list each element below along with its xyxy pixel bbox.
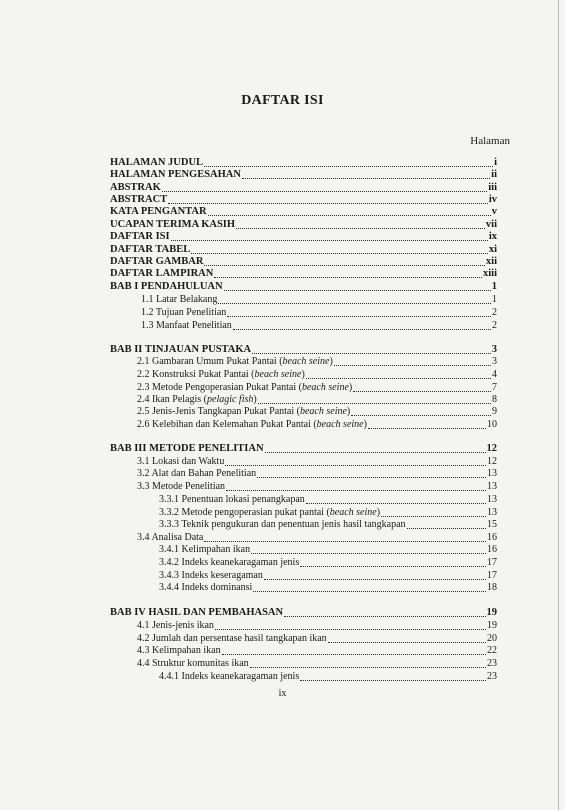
dot-leader <box>381 507 486 517</box>
toc-entry-row <box>137 480 497 493</box>
toc-entry-label: 3.4 Analisa Data <box>137 532 204 543</box>
dot-leader <box>253 582 486 592</box>
toc-page-number: 13 <box>487 507 497 518</box>
dot-leader <box>407 519 486 529</box>
dot-leader <box>218 294 491 304</box>
dot-leader <box>368 419 486 429</box>
dot-leader <box>300 557 486 567</box>
toc-entry-label: 2.6 Kelebihan dan Kelemahan Pukat Pantai (beach seine) <box>137 419 367 430</box>
toc-entry-label: 2.3 Metode Pengoperasian Pukat Pantai (beach seine) <box>137 382 353 393</box>
dot-leader <box>264 570 486 580</box>
toc-entry-label: 3.4.2 Indeks keanekaragaman jenis <box>159 557 300 568</box>
toc-entry-row <box>159 518 497 531</box>
toc-entry-label: DAFTAR GAMBAR <box>110 256 204 267</box>
toc-chapter-row <box>110 230 497 243</box>
toc-entry-label: UCAPAN TERIMA KASIH <box>110 219 236 230</box>
toc-page-number: 22 <box>487 645 497 656</box>
toc-chapter-row <box>110 205 497 218</box>
dot-leader <box>224 281 491 291</box>
toc-entry-row <box>137 619 497 632</box>
toc-entry-label: BAB III METODE PENELITIAN <box>110 443 264 454</box>
toc-entry-label: 1.3 Manfaat Penelitian <box>141 320 232 331</box>
toc-page-number: 23 <box>487 671 497 682</box>
toc-entry-row <box>137 644 497 657</box>
toc-page-number: 9 <box>492 406 497 417</box>
toc-entry-label: KATA PENGANTAR <box>110 206 207 217</box>
toc-page-number: xi <box>488 244 497 255</box>
toc-chapter-row <box>110 267 497 280</box>
dot-leader <box>250 658 486 668</box>
toc-page-number: 23 <box>487 658 497 669</box>
dot-leader <box>351 406 491 416</box>
toc-chapter-row <box>110 280 497 293</box>
dot-leader <box>236 219 485 229</box>
dot-leader <box>171 231 488 241</box>
toc-entry-label: 2.1 Gambaran Umum Pukat Pantai (beach seine) <box>137 356 333 367</box>
page-title: DAFTAR ISI <box>241 93 324 108</box>
toc-page-number: 2 <box>492 320 497 331</box>
dot-leader <box>215 620 486 630</box>
toc-page-number: 3 <box>492 356 497 367</box>
toc-entry-label: BAB IV HASIL DAN PEMBAHASAN <box>110 607 284 618</box>
toc-page-number: 16 <box>487 532 497 543</box>
toc-entry-label: DAFTAR ISI <box>110 231 170 242</box>
toc-page-number: 3 <box>491 344 497 355</box>
dot-leader <box>334 356 491 366</box>
toc-page-number: 19 <box>486 607 497 618</box>
toc-entry-row <box>159 581 497 594</box>
toc-entry-label: 3.1 Lokasi dan Waktu <box>137 456 225 467</box>
dot-leader <box>204 157 493 167</box>
dot-leader <box>204 532 486 542</box>
toc-chapter-row <box>110 168 497 181</box>
dot-leader <box>306 369 491 379</box>
toc-entry-label: HALAMAN PENGESAHAN <box>110 169 241 180</box>
dot-leader <box>265 443 486 453</box>
toc-entry-label: 1.2 Tujuan Penelitian <box>141 307 227 318</box>
toc-page-number: iii <box>488 182 497 193</box>
toc-page-number: 12 <box>486 443 497 454</box>
toc-page-number: 16 <box>487 544 497 555</box>
toc-chapter-row <box>110 442 497 455</box>
toc-page-number: iv <box>488 194 497 205</box>
toc-page-number: xii <box>485 256 497 267</box>
toc-page-number: xiii <box>482 268 497 279</box>
toc-page-number: 2 <box>492 307 497 318</box>
toc-entry-row <box>137 418 497 431</box>
toc-entry-label: 4.4.1 Indeks keanekaragaman jenis <box>159 671 300 682</box>
toc-entry-label: 3.4.4 Indeks dominansi <box>159 582 253 593</box>
toc-entry-label: 4.4 Struktur komunitas ikan <box>137 658 249 669</box>
toc-page-number: i <box>494 157 497 168</box>
dot-leader <box>214 268 482 278</box>
toc-entry-row <box>159 493 497 506</box>
toc-entry-label: ABSTRAK <box>110 182 161 193</box>
toc-entry-label: 2.5 Jenis-Jenis Tangkapan Pukat Pantai (beach seine) <box>137 406 351 417</box>
toc-entry-row <box>137 657 497 670</box>
dot-leader <box>252 344 491 354</box>
page-column-label: Halaman <box>470 135 510 147</box>
toc-entry-row <box>159 670 497 683</box>
toc-entry-label: 2.4 Ikan Pelagis (pelagic fish) <box>137 394 257 405</box>
toc-entry-row <box>141 306 497 319</box>
toc-entry-row <box>137 405 497 418</box>
toc-entry-row <box>141 293 497 306</box>
toc-entry-row <box>137 355 497 368</box>
toc-page-number: 7 <box>492 382 497 393</box>
dot-leader <box>353 382 491 392</box>
toc-page-number: 17 <box>487 557 497 568</box>
toc-entry-row <box>137 467 497 480</box>
dot-leader <box>204 256 484 266</box>
toc-entry-row <box>137 368 497 381</box>
toc-page-number: 8 <box>492 394 497 405</box>
toc-entry-row <box>159 543 497 556</box>
dot-leader <box>227 307 491 317</box>
toc-entry-label: HALAMAN JUDUL <box>110 157 204 168</box>
toc-page-number: v <box>491 206 497 217</box>
dot-leader <box>300 671 486 681</box>
toc-entry-label: 4.1 Jenis-jenis ikan <box>137 620 214 631</box>
toc-page-number: 13 <box>487 481 497 492</box>
toc-entry-label: 3.3.1 Penentuan lokasi penangkapan <box>159 494 305 505</box>
dot-leader <box>168 194 488 204</box>
toc-entry-label: BAB II TINJAUAN PUSTAKA <box>110 344 252 355</box>
dot-leader <box>258 394 491 404</box>
toc-entry-label: 3.3.2 Metode pengoperasian pukat pantai (beach seine) <box>159 507 381 518</box>
toc-page-number: ix <box>488 231 497 242</box>
dot-leader <box>251 544 486 554</box>
toc-entry-label: 3.3.3 Teknik pengukuran dan penentuan jenis hasil tangkapan <box>159 519 406 530</box>
dot-leader <box>257 468 486 478</box>
dot-leader <box>222 645 486 655</box>
toc-entry-label: 4.2 Jumlah dan persentase hasil tangkapan ikan <box>137 633 327 644</box>
toc-entry-label: ABSTRACT <box>110 194 168 205</box>
toc-page-number: 10 <box>487 419 497 430</box>
toc-page-number: vii <box>485 219 497 230</box>
toc-entry-label: 3.4.1 Kelimpahan ikan <box>159 544 251 555</box>
toc-page-number: 1 <box>492 294 497 305</box>
dot-leader <box>225 456 486 466</box>
footer-page-number: ix <box>278 688 287 699</box>
dot-leader <box>191 244 488 254</box>
toc-page-number: 4 <box>492 369 497 380</box>
toc-page-number: 1 <box>491 281 497 292</box>
dot-leader <box>306 494 486 504</box>
toc-page-number: 12 <box>487 456 497 467</box>
toc-page-number: 19 <box>487 620 497 631</box>
toc-chapter-row <box>110 606 497 619</box>
toc-page-number: 20 <box>487 633 497 644</box>
toc-entry-label: 4.3 Kelimpahan ikan <box>137 645 221 656</box>
toc-page-number: 13 <box>487 494 497 505</box>
toc-entry-label: 2.2 Konstruksi Pukat Pantai (beach seine) <box>137 369 305 380</box>
toc-page-number: ii <box>491 169 497 180</box>
dot-leader <box>226 481 486 491</box>
toc-entry-label: 3.3 Metode Penelitian <box>137 481 226 492</box>
toc-entry-label: DAFTAR TABEL <box>110 244 191 255</box>
toc-page-number: 17 <box>487 570 497 581</box>
dot-leader <box>328 633 486 643</box>
dot-leader <box>162 182 487 192</box>
toc-entry-row <box>141 319 497 332</box>
toc-page-number: 13 <box>487 468 497 479</box>
toc-entry-row <box>159 556 497 569</box>
dot-leader <box>208 206 491 216</box>
dot-leader <box>233 320 491 330</box>
toc-page-number: 18 <box>487 582 497 593</box>
dot-leader <box>284 607 485 617</box>
toc-page-number: 15 <box>487 519 497 530</box>
toc-entry-label: 1.1 Latar Belakang <box>141 294 218 305</box>
toc-entry-label: BAB I PENDAHULUAN <box>110 281 223 292</box>
toc-entry-label: 3.4.3 Indeks keseragaman <box>159 570 263 581</box>
toc-entry-label: 3.2 Alat dan Bahan Penelitian <box>137 468 257 479</box>
toc-entry-label: DAFTAR LAMPIRAN <box>110 268 214 279</box>
dot-leader <box>242 169 490 179</box>
